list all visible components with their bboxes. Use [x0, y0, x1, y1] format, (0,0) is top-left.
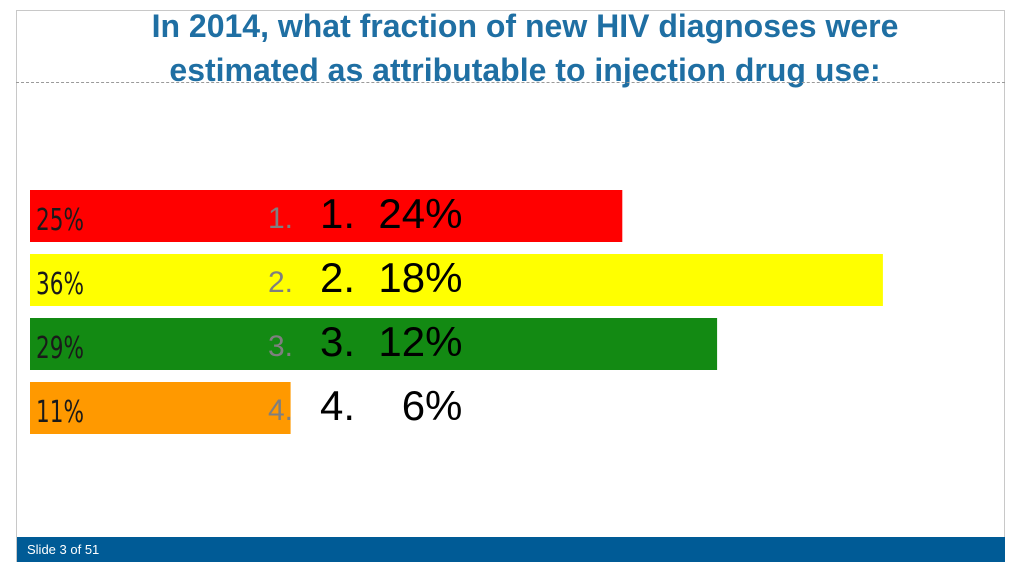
- option-number-2: 2.: [267, 266, 293, 299]
- option-label-4: 4. 6%: [320, 382, 463, 429]
- bar-value-label-3: 29%: [36, 331, 84, 367]
- slide-counter: Slide 3 of 51: [27, 542, 100, 557]
- option-label-1: 1. 24%: [320, 190, 463, 237]
- slide-title-line-1: In 2014, what fraction of new HIV diagnoses were: [151, 8, 899, 44]
- bar-value-label-2: 36%: [36, 267, 84, 303]
- bar-value-label-1: 25%: [36, 203, 84, 239]
- status-bar: [17, 537, 1005, 562]
- option-number-3: 3.: [267, 330, 293, 363]
- bar-value-label-4: 11%: [36, 395, 84, 431]
- option-number-4: 4.: [267, 394, 293, 427]
- option-label-2: 2. 18%: [320, 254, 463, 301]
- slide-title-line-2: estimated as attributable to injection drug use:: [169, 52, 881, 88]
- option-number-1: 1.: [267, 202, 293, 235]
- option-label-3: 3. 12%: [320, 318, 463, 365]
